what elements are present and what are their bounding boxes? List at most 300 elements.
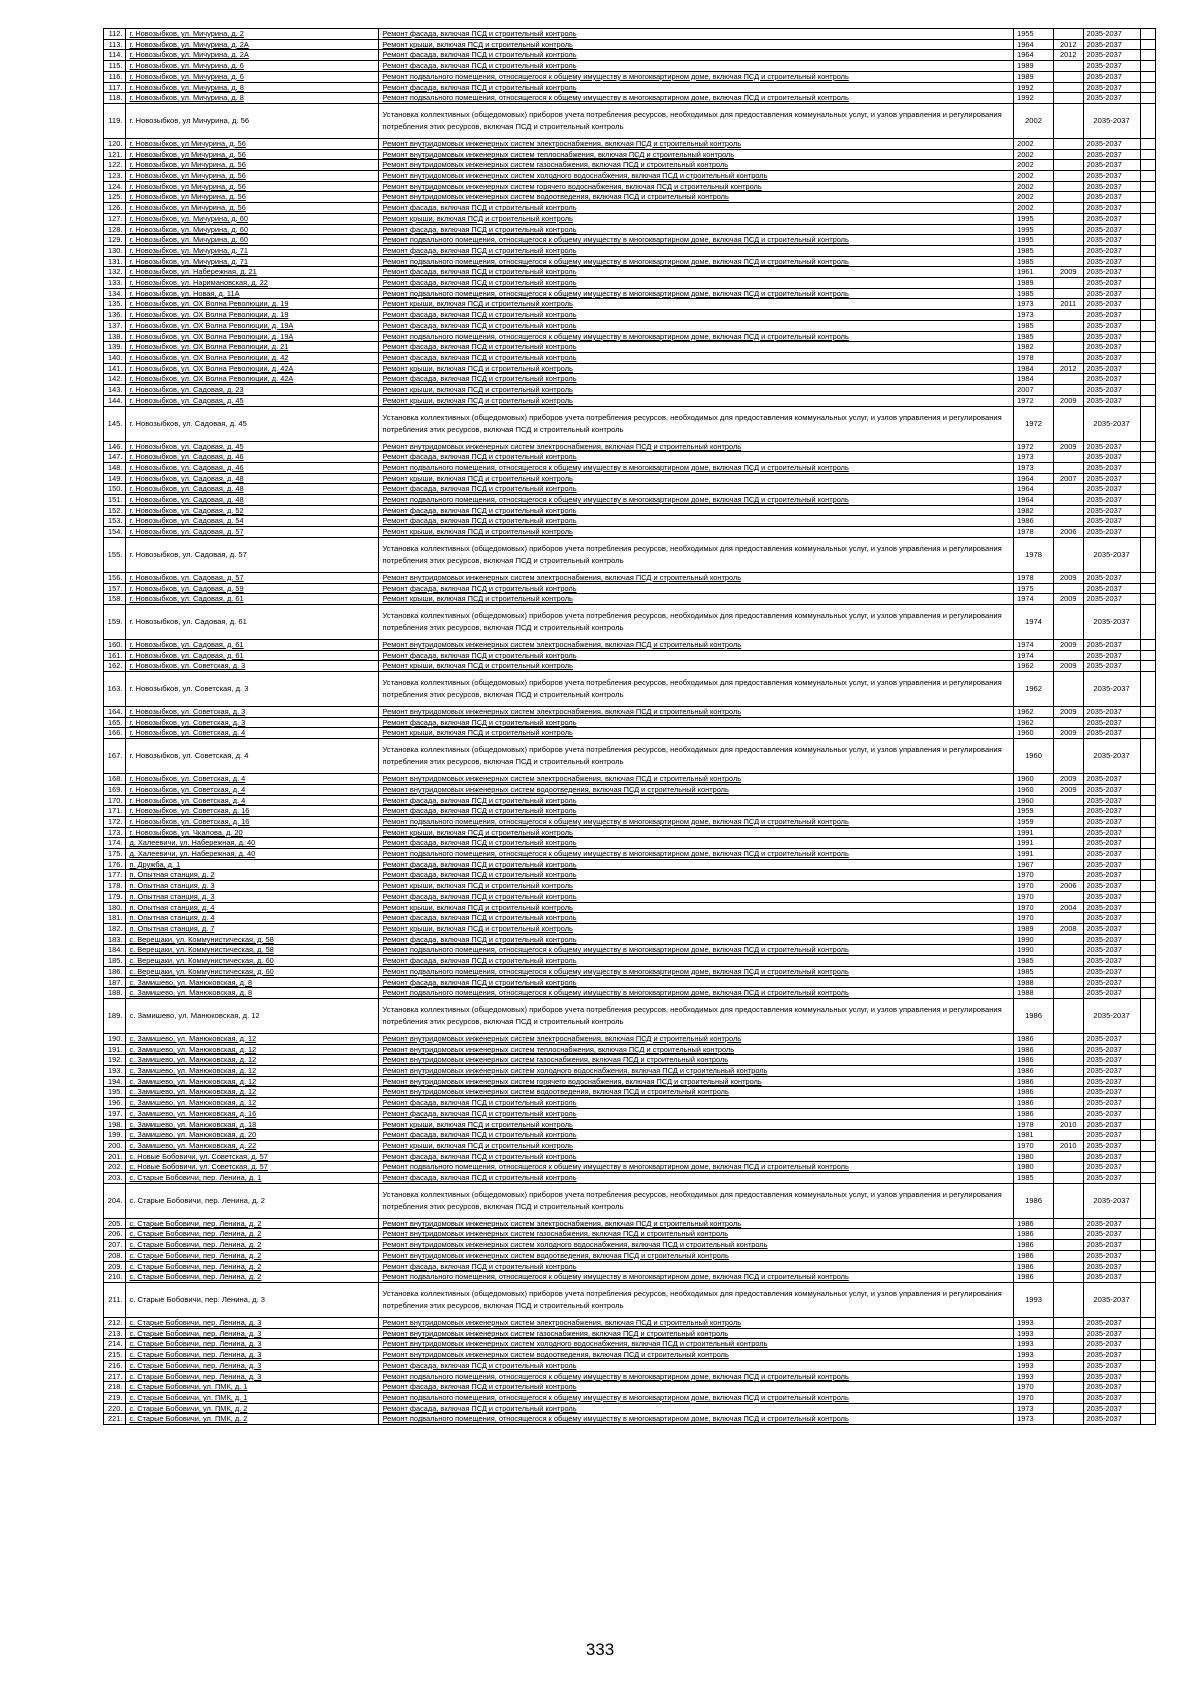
last-repair-year-cell xyxy=(1053,256,1083,267)
work-type-cell: Ремонт фасада, включая ПСД и строительный контроль xyxy=(379,267,1014,278)
work-type-cell: Ремонт фасада, включая ПСД и строительный контроль xyxy=(379,484,1014,495)
build-year-cell: 1962 xyxy=(1014,717,1054,728)
last-repair-year-cell xyxy=(1053,288,1083,299)
last-repair-year-cell xyxy=(1053,998,1083,1033)
last-repair-year-cell xyxy=(1053,1066,1083,1077)
table-row xyxy=(104,934,1156,945)
last-repair-year-cell xyxy=(1053,181,1083,192)
planned-period-cell: 2035-2037 xyxy=(1083,1282,1140,1317)
address-cell: г. Новозыбков, ул. Набережная, д. 21 xyxy=(126,267,379,278)
build-year-cell: 1985 xyxy=(1014,288,1054,299)
planned-period-cell: 2035-2037 xyxy=(1083,1044,1140,1055)
build-year-cell: 1985 xyxy=(1014,331,1054,342)
empty-cell xyxy=(1140,181,1155,192)
row-number-cell: 123. xyxy=(104,171,126,182)
table-row xyxy=(104,1240,1156,1251)
planned-period-cell: 2035-2037 xyxy=(1083,93,1140,104)
last-repair-year-cell xyxy=(1053,374,1083,385)
build-year-cell: 1970 xyxy=(1014,1382,1054,1393)
last-repair-year-cell xyxy=(1053,310,1083,321)
empty-cell xyxy=(1140,256,1155,267)
address-cell: с. Верещаки, ул. Коммунистическая, д. 60 xyxy=(126,966,379,977)
last-repair-year-cell xyxy=(1053,956,1083,967)
empty-cell xyxy=(1140,1371,1155,1382)
address-cell: г. Новозыбков, ул. Садовая, д. 61 xyxy=(126,594,379,605)
planned-period-cell: 2035-2037 xyxy=(1083,1261,1140,1272)
address-cell: г. Новозыбков, ул. Советская, д. 3 xyxy=(126,717,379,728)
last-repair-year-cell xyxy=(1053,945,1083,956)
empty-cell xyxy=(1140,1173,1155,1184)
table-row xyxy=(104,795,1156,806)
last-repair-year-cell xyxy=(1053,1151,1083,1162)
table-row xyxy=(104,1282,1156,1317)
work-type-cell: Ремонт внутридомовых инженерных систем газоснабжения, включая ПСД и строительный контроль xyxy=(379,1328,1014,1339)
empty-cell xyxy=(1140,1140,1155,1151)
build-year-cell: 1985 xyxy=(1014,1173,1054,1184)
build-year-cell: 1962 xyxy=(1014,707,1054,718)
empty-cell xyxy=(1140,1240,1155,1251)
row-number-cell: 150. xyxy=(104,484,126,495)
last-repair-year-cell xyxy=(1053,934,1083,945)
empty-cell xyxy=(1140,739,1155,774)
address-cell: с. Старые Бобовичи, пер. Ленина, д. 1 xyxy=(126,1173,379,1184)
empty-cell xyxy=(1140,1350,1155,1361)
table-row xyxy=(104,870,1156,881)
empty-cell xyxy=(1140,1382,1155,1393)
empty-cell xyxy=(1140,1130,1155,1141)
row-number-cell: 175. xyxy=(104,849,126,860)
work-type-cell: Установка коллективных (общедомовых) приборов учета потребления ресурсов, необходимых для предоставления коммунальных услуг, и узлов управления и регулирования потребления этих ресурсов, включая ПСД и строительный контроль xyxy=(379,604,1014,639)
last-repair-year-cell: 2009 xyxy=(1053,728,1083,739)
empty-cell xyxy=(1140,1414,1155,1425)
build-year-cell: 1970 xyxy=(1014,891,1054,902)
last-repair-year-cell xyxy=(1053,1044,1083,1055)
empty-cell xyxy=(1140,956,1155,967)
empty-cell xyxy=(1140,661,1155,672)
address-cell: с. Новые Бобовичи, ул. Советская, д. 57 xyxy=(126,1151,379,1162)
table-row xyxy=(104,235,1156,246)
table-row xyxy=(104,1350,1156,1361)
empty-cell xyxy=(1140,1183,1155,1218)
work-type-cell: Ремонт внутридомовых инженерных систем водоотведения, включая ПСД и строительный контроль xyxy=(379,1350,1014,1361)
work-type-cell: Ремонт внутридомовых инженерных систем водоотведения, включая ПСД и строительный контроль xyxy=(379,192,1014,203)
row-number-cell: 216. xyxy=(104,1360,126,1371)
empty-cell xyxy=(1140,192,1155,203)
address-cell: г. Новозыбков, ул. Садовая, д. 59 xyxy=(126,583,379,594)
address-cell: г. Новозыбков, ул. Мичурина, д. 2 xyxy=(126,29,379,40)
build-year-cell: 2002 xyxy=(1014,103,1054,138)
build-year-cell: 1988 xyxy=(1014,977,1054,988)
last-repair-year-cell xyxy=(1053,1339,1083,1350)
last-repair-year-cell xyxy=(1053,1414,1083,1425)
row-number-cell: 221. xyxy=(104,1414,126,1425)
build-year-cell: 1962 xyxy=(1014,672,1054,707)
build-year-cell: 1986 xyxy=(1014,1229,1054,1240)
table-row xyxy=(104,816,1156,827)
address-cell: г. Новозыбков, ул. Советская, д. 3 xyxy=(126,672,379,707)
work-type-cell: Ремонт внутридомовых инженерных систем холодного водоснабжения, включая ПСД и строительный контроль xyxy=(379,1339,1014,1350)
address-cell: г. Новозыбков, ул Мичурина, д. 56 xyxy=(126,203,379,214)
last-repair-year-cell xyxy=(1053,235,1083,246)
row-number-cell: 133. xyxy=(104,278,126,289)
address-cell: г. Новозыбков, ул. Советская, д. 4 xyxy=(126,795,379,806)
table-row xyxy=(104,707,1156,718)
row-number-cell: 220. xyxy=(104,1403,126,1414)
last-repair-year-cell xyxy=(1053,484,1083,495)
build-year-cell: 1985 xyxy=(1014,966,1054,977)
address-cell: п. Дружба, д. 1 xyxy=(126,859,379,870)
empty-cell xyxy=(1140,61,1155,72)
work-type-cell: Установка коллективных (общедомовых) приборов учета потребления ресурсов, необходимых для предоставления коммунальных услуг, и узлов управления и регулирования потребления этих ресурсов, включая ПСД и строительный контроль xyxy=(379,998,1014,1033)
last-repair-year-cell xyxy=(1053,795,1083,806)
work-type-cell: Ремонт внутридомовых инженерных систем холодного водоснабжения, включая ПСД и строительный контроль xyxy=(379,171,1014,182)
build-year-cell: 1989 xyxy=(1014,924,1054,935)
empty-cell xyxy=(1140,902,1155,913)
work-type-cell: Ремонт фасада, включая ПСД и строительный контроль xyxy=(379,310,1014,321)
last-repair-year-cell: 2012 xyxy=(1053,363,1083,374)
row-number-cell: 113. xyxy=(104,39,126,50)
work-type-cell: Ремонт внутридомовых инженерных систем горячего водоснабжения, включая ПСД и строительный контроль xyxy=(379,181,1014,192)
planned-period-cell: 2035-2037 xyxy=(1083,934,1140,945)
table-row xyxy=(104,1183,1156,1218)
build-year-cell: 1974 xyxy=(1014,639,1054,650)
row-number-cell: 140. xyxy=(104,352,126,363)
table-row xyxy=(104,1371,1156,1382)
build-year-cell: 1981 xyxy=(1014,1130,1054,1141)
row-number-cell: 115. xyxy=(104,61,126,72)
build-year-cell: 2002 xyxy=(1014,149,1054,160)
row-number-cell: 181. xyxy=(104,913,126,924)
build-year-cell: 1978 xyxy=(1014,352,1054,363)
build-year-cell: 1986 xyxy=(1014,1240,1054,1251)
empty-cell xyxy=(1140,1033,1155,1044)
work-type-cell: Ремонт фасада, включая ПСД и строительный контроль xyxy=(379,245,1014,256)
address-cell: г. Новозыбков, ул. Садовая, д. 57 xyxy=(126,572,379,583)
build-year-cell: 1964 xyxy=(1014,495,1054,506)
last-repair-year-cell: 2010 xyxy=(1053,1140,1083,1151)
work-type-cell: Ремонт подвального помещения, относящегося к общему имуществу в многоквартирном доме, включая ПСД и строительный контроль xyxy=(379,816,1014,827)
work-type-cell: Ремонт фасада, включая ПСД и строительный контроль xyxy=(379,374,1014,385)
build-year-cell: 2002 xyxy=(1014,138,1054,149)
row-number-cell: 112. xyxy=(104,29,126,40)
empty-cell xyxy=(1140,838,1155,849)
address-cell: с. Старые Бобовичи, пер. Ленина, д. 2 xyxy=(126,1261,379,1272)
address-cell: г. Новозыбков, ул. Садовая, д. 57 xyxy=(126,527,379,538)
build-year-cell: 1973 xyxy=(1014,299,1054,310)
row-number-cell: 189. xyxy=(104,998,126,1033)
table-row xyxy=(104,977,1156,988)
work-type-cell: Ремонт подвального помещения, относящегося к общему имуществу в многоквартирном доме, включая ПСД и строительный контроль xyxy=(379,71,1014,82)
last-repair-year-cell xyxy=(1053,149,1083,160)
work-type-cell: Ремонт фасада, включая ПСД и строительный контроль xyxy=(379,650,1014,661)
address-cell: с. Замишево, ул. Манюковская, д. 8 xyxy=(126,988,379,999)
address-cell: с. Старые Бобовичи, пер. Ленина, д. 3 xyxy=(126,1360,379,1371)
last-repair-year-cell xyxy=(1053,1055,1083,1066)
last-repair-year-cell xyxy=(1053,1371,1083,1382)
work-type-cell: Ремонт внутридомовых инженерных систем электроснабжения, включая ПСД и строительный контроль xyxy=(379,707,1014,718)
address-cell: с. Замишево, ул. Манюковская, д. 12 xyxy=(126,1033,379,1044)
planned-period-cell: 2035-2037 xyxy=(1083,1339,1140,1350)
address-cell: г. Новозыбков, ул. Садовая, д. 48 xyxy=(126,473,379,484)
planned-period-cell: 2035-2037 xyxy=(1083,1033,1140,1044)
work-type-cell: Ремонт фасада, включая ПСД и строительный контроль xyxy=(379,870,1014,881)
address-cell: с. Старые Бобовичи, пер. Ленина, д. 3 xyxy=(126,1328,379,1339)
planned-period-cell: 2035-2037 xyxy=(1083,527,1140,538)
work-type-cell: Ремонт фасада, включая ПСД и строительный контроль xyxy=(379,352,1014,363)
planned-period-cell: 2035-2037 xyxy=(1083,224,1140,235)
build-year-cell: 1980 xyxy=(1014,1162,1054,1173)
empty-cell xyxy=(1140,203,1155,214)
empty-cell xyxy=(1140,160,1155,171)
work-type-cell: Ремонт фасада, включая ПСД и строительный контроль xyxy=(379,891,1014,902)
build-year-cell: 1986 xyxy=(1014,1033,1054,1044)
build-year-cell: 1970 xyxy=(1014,1140,1054,1151)
last-repair-year-cell xyxy=(1053,1098,1083,1109)
table-row xyxy=(104,1140,1156,1151)
address-cell: с. Старые Бобовичи, пер. Ленина, д. 2 xyxy=(126,1229,379,1240)
address-cell: г. Новозыбков, ул. Советская, д. 16 xyxy=(126,816,379,827)
build-year-cell: 1986 xyxy=(1014,998,1054,1033)
build-year-cell: 1989 xyxy=(1014,71,1054,82)
work-type-cell: Ремонт фасада, включая ПСД и строительный контроль xyxy=(379,1108,1014,1119)
table-row xyxy=(104,452,1156,463)
work-type-cell: Ремонт крыши, включая ПСД и строительный контроль xyxy=(379,363,1014,374)
address-cell: п. Опытная станция, д. 3 xyxy=(126,881,379,892)
empty-cell xyxy=(1140,1162,1155,1173)
work-type-cell: Ремонт подвального помещения, относящегося к общему имуществу в многоквартирном доме, включая ПСД и строительный контроль xyxy=(379,988,1014,999)
table-row xyxy=(104,1261,1156,1272)
build-year-cell: 1993 xyxy=(1014,1317,1054,1328)
row-number-cell: 158. xyxy=(104,594,126,605)
row-number-cell: 178. xyxy=(104,881,126,892)
empty-cell xyxy=(1140,1055,1155,1066)
last-repair-year-cell: 2009 xyxy=(1053,661,1083,672)
work-type-cell: Ремонт внутридомовых инженерных систем газоснабжения, включая ПСД и строительный контроль xyxy=(379,1229,1014,1240)
empty-cell xyxy=(1140,1119,1155,1130)
address-cell: г. Новозыбков, ул Мичурина, д. 56 xyxy=(126,192,379,203)
planned-period-cell: 2035-2037 xyxy=(1083,395,1140,406)
empty-cell xyxy=(1140,235,1155,246)
empty-cell xyxy=(1140,288,1155,299)
empty-cell xyxy=(1140,527,1155,538)
planned-period-cell: 2035-2037 xyxy=(1083,256,1140,267)
last-repair-year-cell xyxy=(1053,1162,1083,1173)
build-year-cell: 1982 xyxy=(1014,505,1054,516)
planned-period-cell: 2035-2037 xyxy=(1083,363,1140,374)
row-number-cell: 217. xyxy=(104,1371,126,1382)
address-cell: с. Верещаки, ул. Коммунистическая, д. 58 xyxy=(126,945,379,956)
table-row xyxy=(104,650,1156,661)
row-number-cell: 163. xyxy=(104,672,126,707)
last-repair-year-cell xyxy=(1053,1282,1083,1317)
address-cell: п. Опытная станция, д. 4 xyxy=(126,902,379,913)
row-number-cell: 149. xyxy=(104,473,126,484)
last-repair-year-cell: 2009 xyxy=(1053,594,1083,605)
last-repair-year-cell xyxy=(1053,1087,1083,1098)
row-number-cell: 180. xyxy=(104,902,126,913)
planned-period-cell: 2035-2037 xyxy=(1083,838,1140,849)
row-number-cell: 129. xyxy=(104,235,126,246)
table-row xyxy=(104,374,1156,385)
row-number-cell: 141. xyxy=(104,363,126,374)
address-cell: г. Новозыбков, ул. ОХ Волна Революции, д. 19 xyxy=(126,299,379,310)
empty-cell xyxy=(1140,505,1155,516)
address-cell: г. Новозыбков, ул. Садовая, д. 46 xyxy=(126,462,379,473)
row-number-cell: 142. xyxy=(104,374,126,385)
build-year-cell: 1967 xyxy=(1014,859,1054,870)
table-row xyxy=(104,1119,1156,1130)
row-number-cell: 136. xyxy=(104,310,126,321)
work-type-cell: Ремонт фасада, включая ПСД и строительный контроль xyxy=(379,838,1014,849)
build-year-cell: 1992 xyxy=(1014,82,1054,93)
address-cell: г. Новозыбков, ул. Советская, д. 4 xyxy=(126,739,379,774)
work-type-cell: Ремонт фасада, включая ПСД и строительный контроль xyxy=(379,50,1014,61)
row-number-cell: 210. xyxy=(104,1272,126,1283)
work-type-cell: Ремонт внутридомовых инженерных систем теплоснабжения, включая ПСД и строительный контроль xyxy=(379,1044,1014,1055)
work-type-cell: Ремонт внутридомовых инженерных систем водоотведения, включая ПСД и строительный контроль xyxy=(379,1250,1014,1261)
empty-cell xyxy=(1140,707,1155,718)
row-number-cell: 219. xyxy=(104,1392,126,1403)
work-type-cell: Ремонт подвального помещения, относящегося к общему имуществу в многоквартирном доме, включая ПСД и строительный контроль xyxy=(379,331,1014,342)
table-row xyxy=(104,672,1156,707)
planned-period-cell: 2035-2037 xyxy=(1083,1371,1140,1382)
table-row xyxy=(104,1272,1156,1283)
last-repair-year-cell: 2009 xyxy=(1053,572,1083,583)
empty-cell xyxy=(1140,149,1155,160)
row-number-cell: 132. xyxy=(104,267,126,278)
address-cell: г. Новозыбков, ул. Мичурина, д. 71 xyxy=(126,245,379,256)
last-repair-year-cell xyxy=(1053,406,1083,441)
last-repair-year-cell xyxy=(1053,537,1083,572)
empty-cell xyxy=(1140,278,1155,289)
address-cell: г. Новозыбков, ул. Садовая, д. 45 xyxy=(126,441,379,452)
planned-period-cell: 2035-2037 xyxy=(1083,149,1140,160)
row-number-cell: 155. xyxy=(104,537,126,572)
work-type-cell: Ремонт подвального помещения, относящегося к общему имуществу в многоквартирном доме, включая ПСД и строительный контроль xyxy=(379,966,1014,977)
empty-cell xyxy=(1140,594,1155,605)
row-number-cell: 190. xyxy=(104,1033,126,1044)
address-cell: г. Новозыбков, ул. Мичурина, д. 71 xyxy=(126,256,379,267)
work-type-cell: Ремонт фасада, включая ПСД и строительный контроль xyxy=(379,1261,1014,1272)
address-cell: п. Опытная станция, д. 2 xyxy=(126,870,379,881)
table-row xyxy=(104,331,1156,342)
planned-period-cell: 2035-2037 xyxy=(1083,1317,1140,1328)
work-type-cell: Ремонт фасада, включая ПСД и строительный контроль xyxy=(379,859,1014,870)
row-number-cell: 125. xyxy=(104,192,126,203)
empty-cell xyxy=(1140,583,1155,594)
build-year-cell: 1960 xyxy=(1014,728,1054,739)
empty-cell xyxy=(1140,913,1155,924)
last-repair-year-cell xyxy=(1053,342,1083,353)
row-number-cell: 215. xyxy=(104,1350,126,1361)
empty-cell xyxy=(1140,881,1155,892)
planned-period-cell: 2035-2037 xyxy=(1083,594,1140,605)
last-repair-year-cell xyxy=(1053,849,1083,860)
build-year-cell: 1986 xyxy=(1014,1218,1054,1229)
work-type-cell: Ремонт крыши, включая ПСД и строительный контроль xyxy=(379,395,1014,406)
last-repair-year-cell xyxy=(1053,1272,1083,1283)
planned-period-cell: 2035-2037 xyxy=(1083,213,1140,224)
last-repair-year-cell: 2009 xyxy=(1053,267,1083,278)
row-number-cell: 121. xyxy=(104,149,126,160)
last-repair-year-cell xyxy=(1053,1033,1083,1044)
table-row xyxy=(104,859,1156,870)
build-year-cell: 1973 xyxy=(1014,452,1054,463)
table-row xyxy=(104,1055,1156,1066)
last-repair-year-cell xyxy=(1053,1108,1083,1119)
build-year-cell: 1970 xyxy=(1014,870,1054,881)
planned-period-cell: 2035-2037 xyxy=(1083,374,1140,385)
address-cell: г. Новозыбков, ул. Садовая, д. 57 xyxy=(126,537,379,572)
last-repair-year-cell xyxy=(1053,385,1083,396)
last-repair-year-cell xyxy=(1053,203,1083,214)
build-year-cell: 2002 xyxy=(1014,203,1054,214)
row-number-cell: 170. xyxy=(104,795,126,806)
address-cell: с. Старые Бобовичи, ул. ПМК, д. 1 xyxy=(126,1382,379,1393)
work-type-cell: Ремонт фасада, включая ПСД и строительный контроль xyxy=(379,1382,1014,1393)
table-row xyxy=(104,61,1156,72)
address-cell: г. Новозыбков, ул. Садовая, д. 46 xyxy=(126,452,379,463)
row-number-cell: 157. xyxy=(104,583,126,594)
last-repair-year-cell xyxy=(1053,1328,1083,1339)
planned-period-cell: 2035-2037 xyxy=(1083,639,1140,650)
build-year-cell: 1974 xyxy=(1014,604,1054,639)
row-number-cell: 117. xyxy=(104,82,126,93)
address-cell: п. Опытная станция, д. 7 xyxy=(126,924,379,935)
address-cell: г. Новозыбков, ул. ОХ Волна Революции, д. 21 xyxy=(126,342,379,353)
work-type-cell: Установка коллективных (общедомовых) приборов учета потребления ресурсов, необходимых для предоставления коммунальных услуг, и узлов управления и регулирования потребления этих ресурсов, включая ПСД и строительный контроль xyxy=(379,103,1014,138)
last-repair-year-cell: 2009 xyxy=(1053,395,1083,406)
planned-period-cell: 2035-2037 xyxy=(1083,50,1140,61)
table-row xyxy=(104,462,1156,473)
empty-cell xyxy=(1140,374,1155,385)
build-year-cell: 1978 xyxy=(1014,572,1054,583)
empty-cell xyxy=(1140,806,1155,817)
last-repair-year-cell: 2004 xyxy=(1053,902,1083,913)
planned-period-cell: 2035-2037 xyxy=(1083,870,1140,881)
table-row xyxy=(104,1392,1156,1403)
address-cell: с. Старые Бобовичи, пер. Ленина, д. 3 xyxy=(126,1339,379,1350)
table-row xyxy=(104,1033,1156,1044)
last-repair-year-cell xyxy=(1053,739,1083,774)
address-cell: с. Старые Бобовичи, ул. ПМК, д. 2 xyxy=(126,1403,379,1414)
build-year-cell: 1986 xyxy=(1014,1272,1054,1283)
address-cell: г. Новозыбков, ул. Садовая, д. 54 xyxy=(126,516,379,527)
address-cell: с. Новые Бобовичи, ул. Советская, д. 57 xyxy=(126,1162,379,1173)
work-type-cell: Ремонт фасада, включая ПСД и строительный контроль xyxy=(379,516,1014,527)
address-cell: г. Новозыбков, ул. Садовая, д. 61 xyxy=(126,650,379,661)
planned-period-cell: 2035-2037 xyxy=(1083,1087,1140,1098)
empty-cell xyxy=(1140,441,1155,452)
table-row xyxy=(104,1360,1156,1371)
planned-period-cell: 2035-2037 xyxy=(1083,1119,1140,1130)
work-type-cell: Ремонт фасада, включая ПСД и строительный контроль xyxy=(379,1098,1014,1109)
table-row xyxy=(104,267,1156,278)
work-type-cell: Ремонт подвального помещения, относящегося к общему имуществу в многоквартирном доме, включая ПСД и строительный контроль xyxy=(379,1414,1014,1425)
work-type-cell: Ремонт фасада, включая ПСД и строительный контроль xyxy=(379,583,1014,594)
work-type-cell: Ремонт подвального помещения, относящегося к общему имуществу в многоквартирном доме, включая ПСД и строительный контроль xyxy=(379,93,1014,104)
planned-period-cell: 2035-2037 xyxy=(1083,203,1140,214)
row-number-cell: 186. xyxy=(104,966,126,977)
build-year-cell: 1989 xyxy=(1014,278,1054,289)
row-number-cell: 122. xyxy=(104,160,126,171)
row-number-cell: 198. xyxy=(104,1119,126,1130)
empty-cell xyxy=(1140,827,1155,838)
address-cell: с. Старые Бобовичи, пер. Ленина, д. 3 xyxy=(126,1350,379,1361)
empty-cell xyxy=(1140,728,1155,739)
empty-cell xyxy=(1140,604,1155,639)
planned-period-cell: 2035-2037 xyxy=(1083,977,1140,988)
